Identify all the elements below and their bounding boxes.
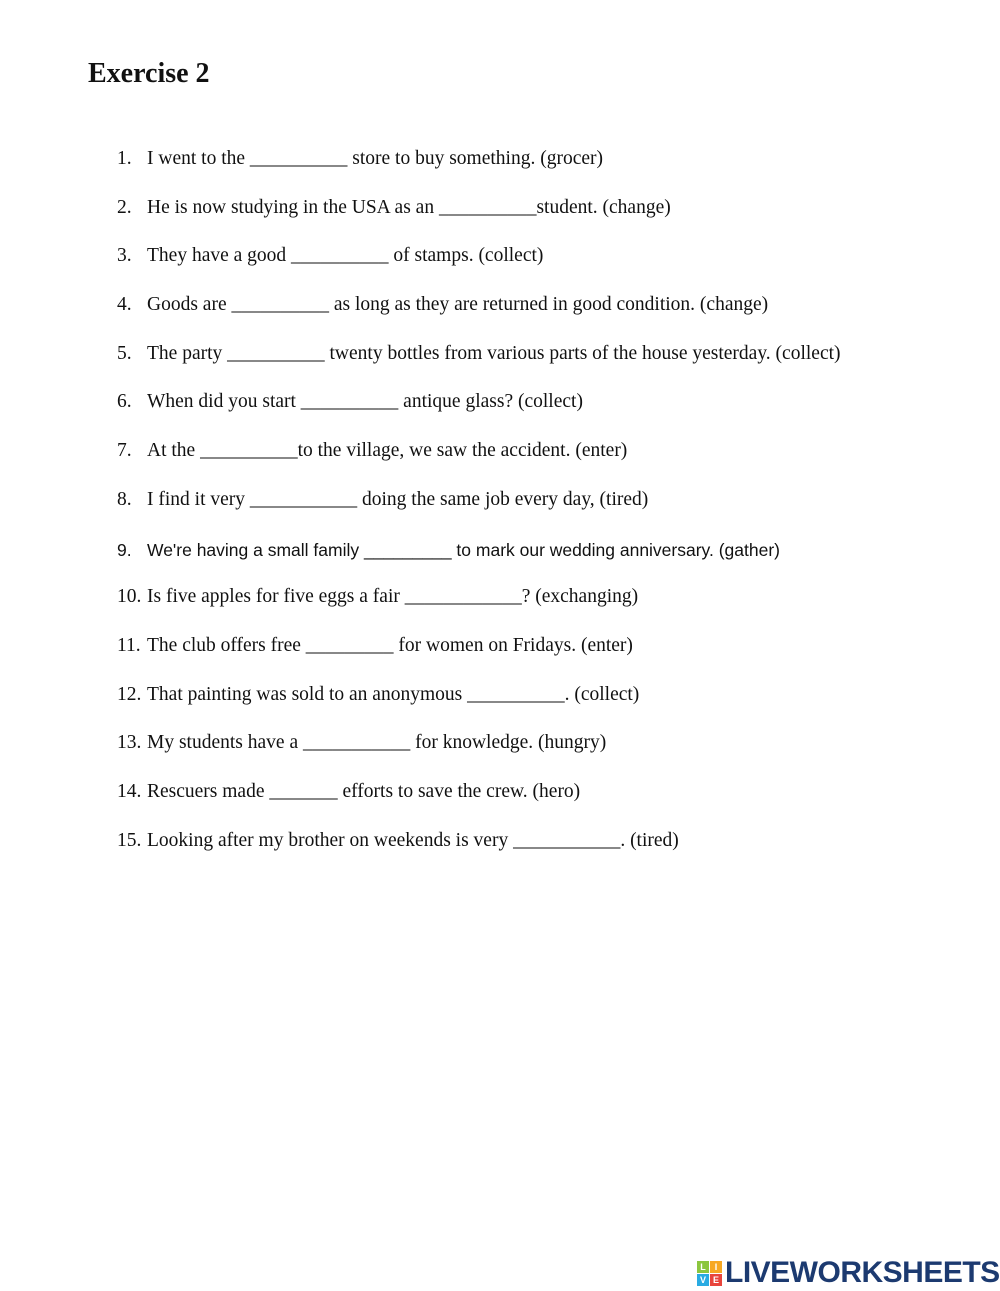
- list-item: [117, 343, 841, 392]
- list-item: [117, 440, 841, 489]
- item-number: 9.: [117, 539, 132, 560]
- item-text: My students have a ___________ for knowledge. (hungry): [147, 732, 607, 754]
- list-item: [117, 148, 841, 197]
- item-number: 7.: [117, 440, 132, 462]
- item-number: 8.: [117, 488, 132, 510]
- list-item: [117, 781, 841, 830]
- badge-letter: I: [710, 1261, 722, 1273]
- item-number: 5.: [117, 342, 132, 364]
- live-badge-icon: [697, 1261, 722, 1286]
- item-number: 12.: [117, 683, 142, 705]
- list-item: [117, 635, 841, 684]
- list-item: [117, 391, 841, 440]
- page-title: Exercise 2: [88, 58, 210, 89]
- item-text: At the __________to the village, we saw the accident. (enter): [147, 440, 628, 462]
- exercise-list: [117, 148, 841, 878]
- item-number: 4.: [117, 294, 132, 316]
- item-number: 1.: [117, 148, 132, 169]
- list-item: [117, 732, 841, 781]
- list-item: [117, 830, 841, 879]
- item-number: 2.: [117, 196, 132, 218]
- list-item: [117, 538, 841, 587]
- badge-letter: L: [697, 1261, 709, 1273]
- item-text: I went to the __________ store to buy something. (grocer): [147, 148, 603, 169]
- item-number: 13.: [117, 732, 142, 754]
- item-text: He is now studying in the USA as an __________student. (change): [147, 196, 671, 218]
- badge-letter: V: [697, 1274, 709, 1286]
- item-number: 10.: [117, 586, 142, 608]
- badge-letter: E: [710, 1274, 722, 1286]
- item-number: 11.: [117, 634, 141, 656]
- item-text: Looking after my brother on weekends is very ___________. (tired): [147, 829, 679, 851]
- item-text: Is five apples for five eggs a fair ____________? (exchanging): [147, 586, 639, 608]
- item-number: 6.: [117, 391, 132, 413]
- logo-text: LIVEWORKSHEETS: [725, 1256, 1000, 1289]
- item-text: Rescuers made _______ efforts to save the crew. (hero): [147, 780, 581, 802]
- item-number: 14.: [117, 780, 142, 802]
- item-text: The party __________ twenty bottles from various parts of the house yesterday. (collect): [147, 342, 841, 364]
- list-item: [117, 684, 841, 733]
- item-text: When did you start __________ antique glass? (collect): [147, 391, 583, 413]
- item-text: I find it very ___________ doing the same job every day, (tired): [147, 488, 649, 510]
- list-item: [117, 586, 841, 635]
- list-item: [117, 197, 841, 246]
- item-number: 15.: [117, 829, 142, 851]
- item-text: That painting was sold to an anonymous __________. (collect): [147, 683, 640, 705]
- item-text: The club offers free _________ for women on Fridays. (enter): [147, 634, 633, 656]
- item-number: 3.: [117, 245, 132, 267]
- item-text: We're having a small family _________ to mark our wedding anniversary. (gather): [147, 539, 781, 560]
- list-item: [117, 489, 841, 538]
- list-item: [117, 245, 841, 294]
- item-text: They have a good __________ of stamps. (collect): [147, 245, 544, 267]
- item-text: Goods are __________ as long as they are returned in good condition. (change): [147, 294, 769, 316]
- liveworksheets-logo: [697, 1256, 1000, 1290]
- list-item: [117, 294, 841, 343]
